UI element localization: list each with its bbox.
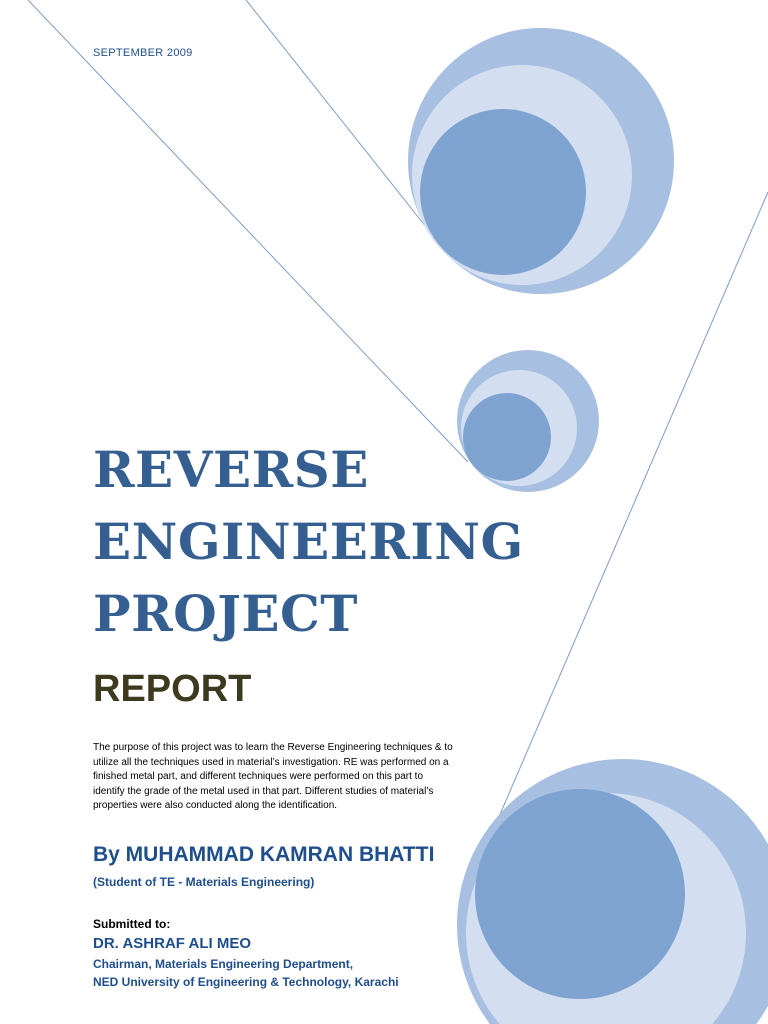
supervisor-institution: NED University of Engineering & Technology, Karachi	[93, 975, 399, 989]
abstract-line: finished metal part, and different techniques were performed on this part to	[93, 771, 424, 783]
supervisor-title: Chairman, Materials Engineering Department,	[93, 957, 354, 971]
abstract-line: identify the grade of the metal used in that part. Different studies of material’s	[93, 785, 434, 797]
abstract-line: The purpose of this project was to learn the Reverse Engineering techniques & to	[93, 742, 453, 753]
author-note: (Student of TE - Materials Engineering)	[93, 875, 315, 889]
abstract-line: properties were also conducted along the identification.	[93, 800, 338, 812]
report-date: SEPTEMBER 2009	[93, 47, 193, 59]
title-line-1: REVERSE	[93, 440, 369, 499]
title-line-2: ENGINEERING	[93, 512, 524, 571]
page-title	[93, 434, 524, 650]
author-name: By MUHAMMAD KAMRAN BHATTI	[93, 843, 435, 866]
abstract-paragraph	[93, 741, 483, 814]
report-subtitle: REPORT	[93, 668, 252, 710]
decor-circle-large	[408, 28, 674, 294]
supervisor-name: DR. ASHRAF ALI MEO	[93, 935, 252, 952]
abstract-line: utilize all the techniques used in material’s investigation. RE was performed on a	[93, 756, 449, 768]
decor-line-top	[246, 0, 430, 232]
decor-circle-bottom	[457, 759, 768, 1024]
decor-line-left	[28, 0, 468, 462]
title-line-3: PROJECT	[93, 584, 358, 643]
submitted-label: Submitted to:	[93, 917, 171, 931]
